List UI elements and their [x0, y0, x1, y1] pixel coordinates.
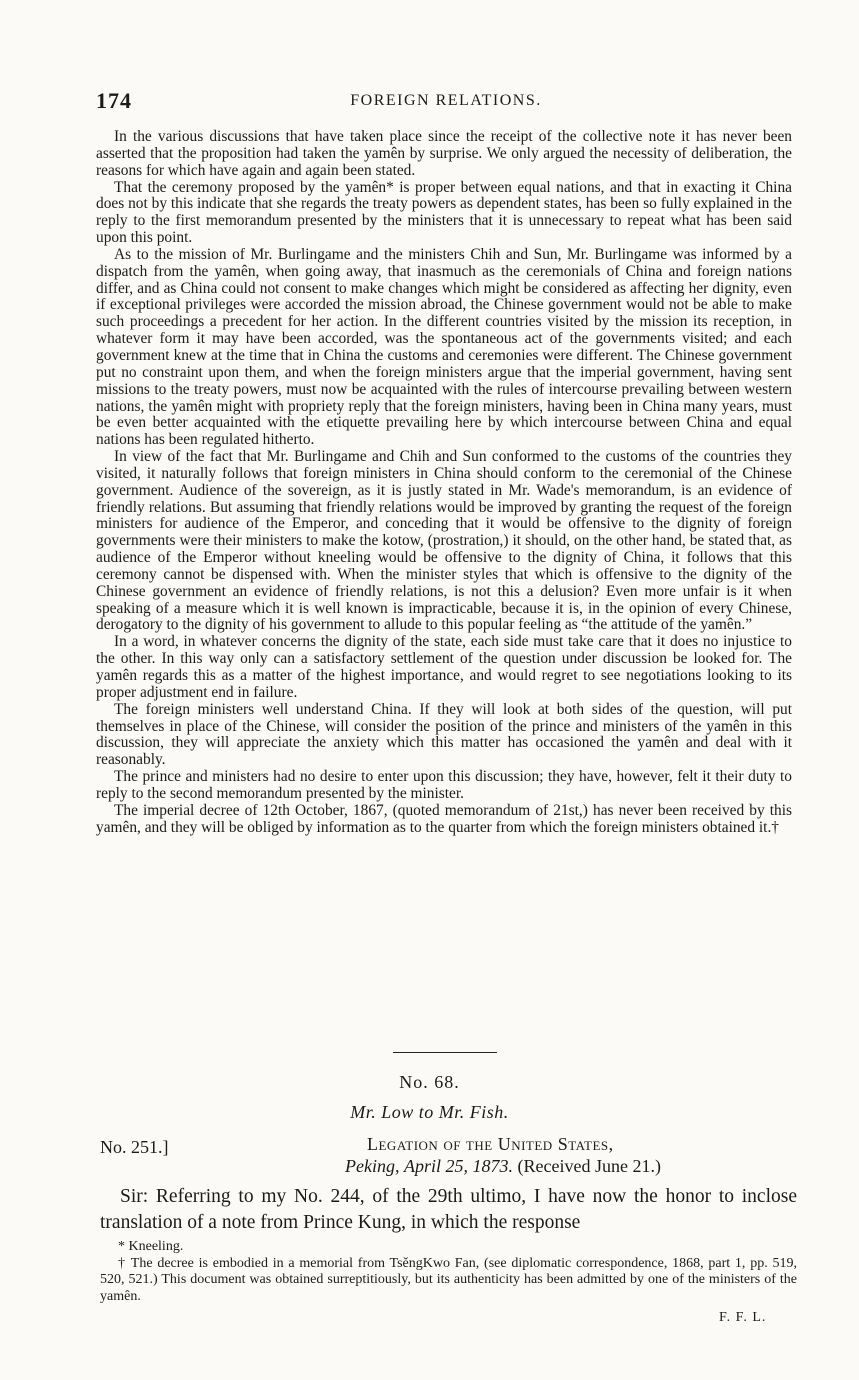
body-paragraph: That the ceremony proposed by the yamên* is proper between equal nations, and that in exacting it China does not by this indicate that she regards the treaty powers as dependent states, has been so fully explained in the reply to the first memorandum presented by the ministers that it is unnecessary to repeat what has been said upon this point.	[96, 178, 792, 247]
dispatch-number: No. 251.]	[100, 1137, 169, 1157]
section-divider	[393, 1052, 497, 1053]
place: Peking,	[345, 1156, 400, 1176]
letter-paragraph: Sir: Referring to my No. 244, of the 29th ultimo, I have now the honor to inclose translation of a note from Prince Kung, in which the response	[100, 1186, 797, 1233]
legation-heading: Legation of the United States,	[367, 1134, 614, 1154]
body-paragraph: The prince and ministers had no desire to enter upon this discussion; they have, however, felt it their duty to reply to the second memorandum presented by the minister.	[96, 768, 792, 802]
footnote: * Kneeling.	[118, 1239, 184, 1254]
letter-opening	[100, 1184, 797, 1236]
body-paragraph: In view of the fact that Mr. Burlingame and Chih and Sun conformed to the customs of the countries they visited, it naturally follows that foreign ministers in China should conform to the ceremonial of the Chinese government. Audience of the sovereign, as it is justly stated in Mr. Wade's memorandum, is an evidence of friendly relations. But assuming that friendly relations would be improved by granting the request of the foreign ministers for audience of the Emperor, and conceding that it would be offensive to the dignity of foreign governments were their ministers to make the kotow, (prostration,) it should, on the other hand, be stated that, as audience of the Emperor without kneeling would be offensive to the dignity of China, it follows that this ceremony cannot be dispensed with. When the minister styles that which is offensive to the dignity of the Chinese government an evidence of friendly relations, is not this a delusion? Even more unfair is it when speaking of a measure which it is well known is impracticable, because it is, in the opinion of every Chinese, derogatory to the dignity of his government to allude to this popular feeling as “the attitude of the yamên.”	[96, 448, 792, 634]
body-text	[96, 129, 792, 836]
place-and-date	[345, 1156, 661, 1177]
page-header	[96, 88, 796, 118]
body-paragraph: As to the mission of Mr. Burlingame and the ministers Chih and Sun, Mr. Burlingame was informed by a dispatch from the yamên, when going away, that inasmuch as the ceremonials of China and foreign nations differ, and as China could not consent to make changes which might be considered as affecting her dignity, even if exceptional privileges were accorded the mission abroad, the Chinese government would not be able to make such proceedings a precedent for her action. In the different countries visited by the mission its reception, in whatever form it may have been accorded, was the spontaneous act of the governments visited; and each government knew at the time that in China the customs and ceremonies were different. The Chinese government put no constraint upon them, and when the foreign ministers argue that the imperial government, having sent missions to the treaty powers, must now be acquainted with the rules of intercourse prevailing between western nations, the yamên might with propriety reply that the foreign ministers, having been in China many years, must be even better acquainted with the etiquette prevailing here by which intercourse between China and equal nations has been regulated hitherto.	[96, 245, 792, 449]
body-paragraph: The imperial decree of 12th October, 1867, (quoted memorandum of 21st,) has never been received by this yamên, and they will be obliged by information as to the quarter from which the foreign ministers obtained it.†	[96, 801, 792, 836]
body-paragraph: In a word, in whatever concerns the dignity of the state, each side must take care that it does no injustice to the other. In this way only can a satisfactory settlement of the question under discussion be looked for. The yamên regards this as a matter of the highest importance, and would regret to see negotiations looking to its proper adjustment end in failure.	[96, 633, 792, 701]
footnote: † The decree is embodied in a memorial from TsěngKwo Fan, (see diplomatic correspondence, 1868, part 1, pp. 519, 520, 521.) This document was obtained surreptitiously, but its authenticity has been admitted by one of the ministers of the yamên.	[100, 1255, 797, 1304]
body-paragraph: The foreign ministers well understand China. If they will look at both sides of the question, will put themselves in place of the Chinese, will consider the position of the prince and ministers of the yamên in this discussion, they will appreciate the anxiety which this matter has occasioned the yamên and deal with it reasonably.	[96, 700, 792, 769]
document-title: Mr. Low to Mr. Fish.	[350, 1102, 509, 1122]
date: April 25, 1873.	[403, 1156, 513, 1176]
document-number: No. 68.	[399, 1072, 460, 1092]
running-head: FOREIGN RELATIONS.	[350, 92, 542, 109]
footnotes	[100, 1239, 797, 1305]
received-date: (Received June 21.)	[517, 1156, 661, 1176]
body-paragraph: In the various discussions that have taken place since the receipt of the collective note it has never been asserted that the proposition had taken the yamên by surprise. We only argued the necessity of deliberation, the reasons for which have again and again been stated.	[96, 128, 792, 179]
page-number: 174	[96, 88, 132, 113]
footnote-initials: F. F. L.	[719, 1310, 767, 1325]
